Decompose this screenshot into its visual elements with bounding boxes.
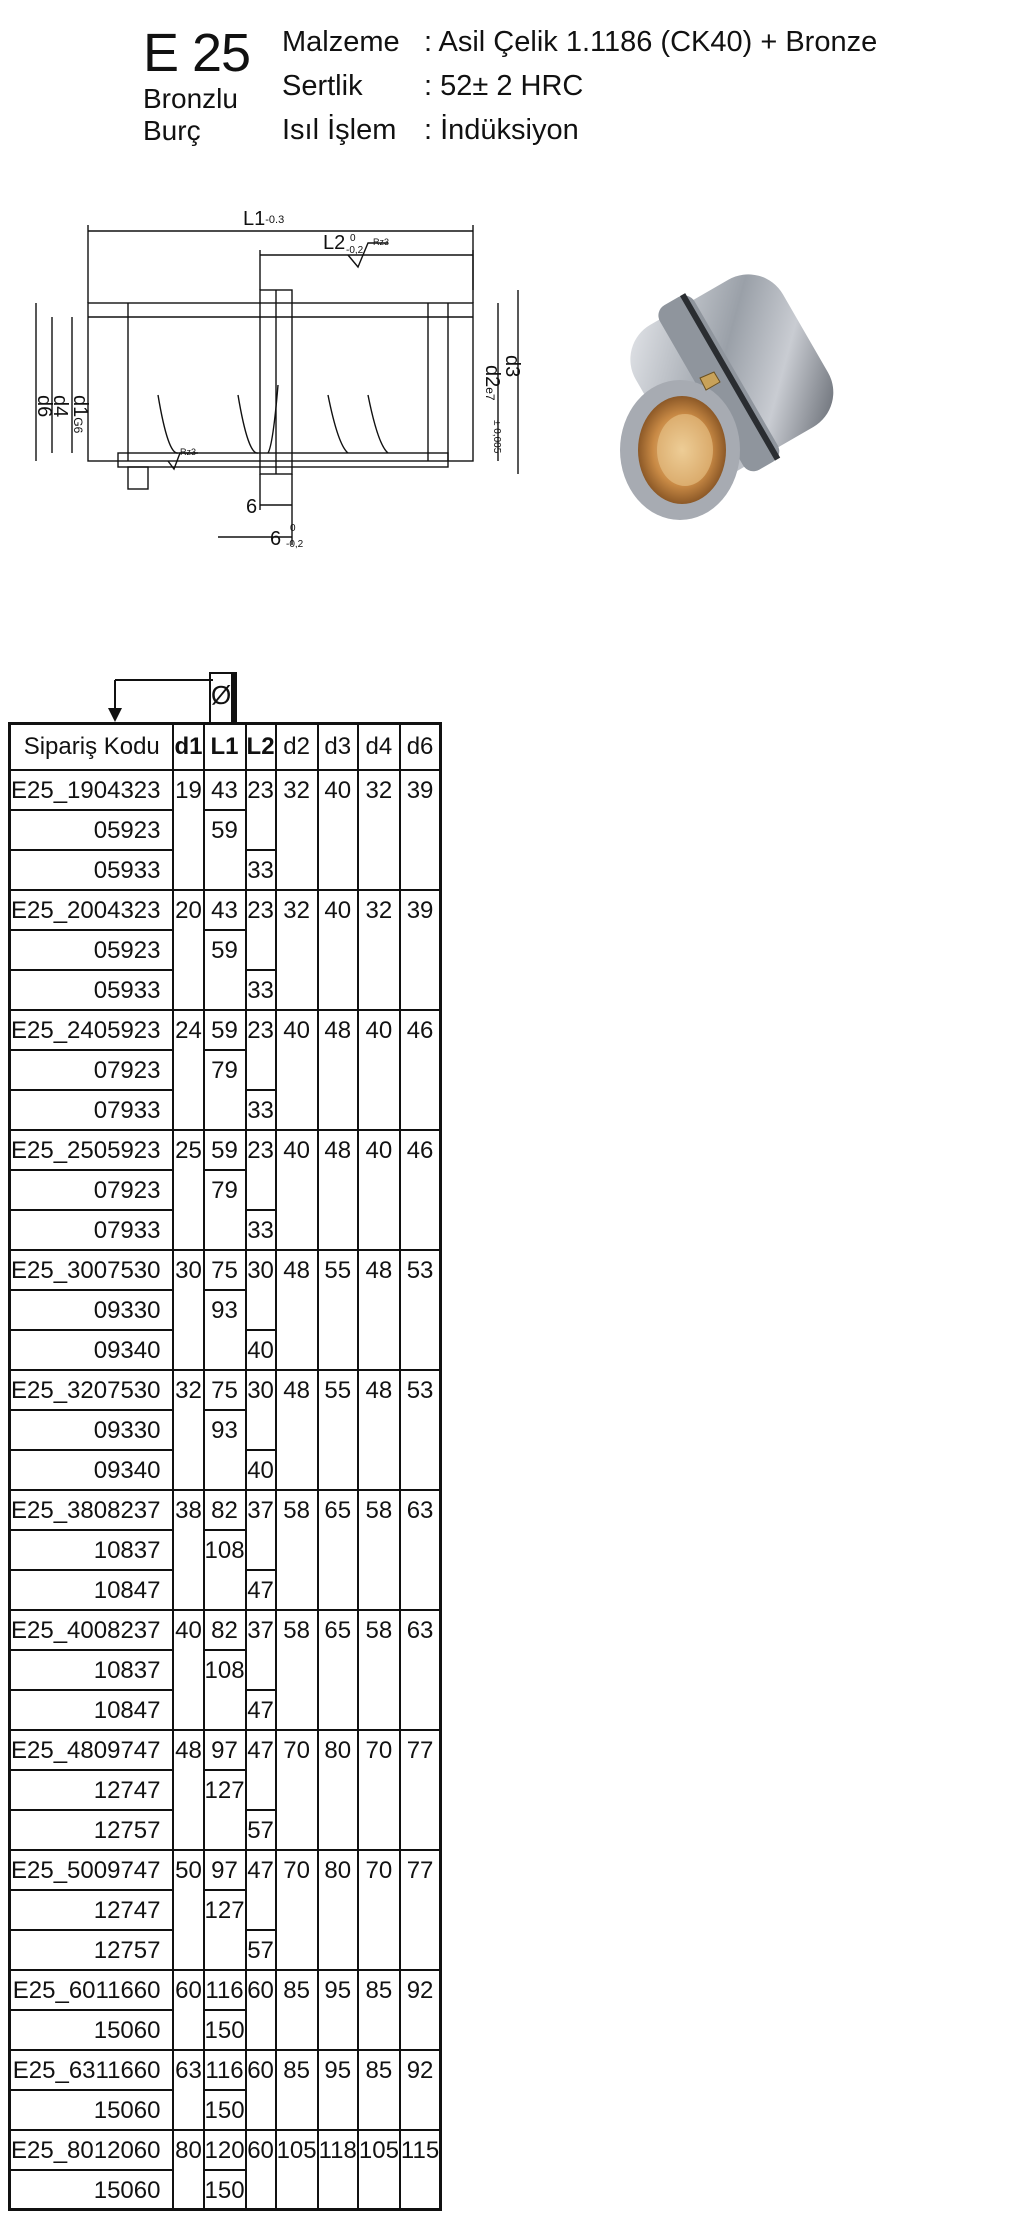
col-header-d4: d4 [358,724,400,770]
d6-cell: 46 [400,1130,441,1250]
l2-cell: 40 [246,1330,276,1370]
product-subtitle-line1: Bronzlu [143,83,238,114]
l2-cell: 60 [246,1970,276,2010]
col-header-order-code: Sipariş Kodu [10,724,174,770]
l2-cell: 60 [246,2130,276,2170]
l1-cell: 59 [204,810,246,850]
l1-cell: 82 [204,1610,246,1650]
l1-cell: 75 [204,1250,246,1290]
l2-cell: 23 [246,770,276,810]
l1-cell: 116 [204,2050,246,2090]
col-header-d3: d3 [318,724,358,770]
order-code-cell: 10847 [10,1690,174,1730]
l1-cell: 93 [204,1410,246,1450]
l1-cell: 43 [204,770,246,810]
order-code-cell: 10847 [10,1570,174,1610]
d4-cell: 105 [358,2130,400,2210]
l2-cell [246,1170,276,1210]
d2-cell: 70 [276,1850,318,1970]
l1-cell [204,1210,246,1250]
d1-cell: 48 [173,1730,203,1850]
d2-cell: 32 [276,890,318,1010]
col-header-d1: d1 [173,724,203,770]
d1-cell: 32 [173,1370,203,1490]
l1-cell: 59 [204,930,246,970]
d6-cell: 77 [400,1730,441,1850]
l2-cell [246,1050,276,1090]
order-code-cell: E25_5009747 [10,1850,174,1890]
d3-cell: 40 [318,890,358,1010]
l2-cell: 33 [246,970,276,1010]
d2-cell: 58 [276,1610,318,1730]
order-code-cell: 10837 [10,1530,174,1570]
l2-cell: 23 [246,890,276,930]
l1-cell [204,1450,246,1490]
l1-cell: 127 [204,1770,246,1810]
product-subtitle-line2: Burç [143,115,201,146]
l2-cell: 40 [246,1450,276,1490]
l1-cell: 59 [204,1010,246,1050]
table-row [10,770,441,810]
d3-cell: 118 [318,2130,358,2210]
order-code-cell: E25_1904323 [10,770,174,810]
d1-cell: 30 [173,1250,203,1370]
l2-cell: 37 [246,1610,276,1650]
d4-cell: 48 [358,1250,400,1370]
order-code-cell: E25_3007530 [10,1250,174,1290]
d3-cell: 95 [318,2050,358,2130]
d2-cell: 48 [276,1250,318,1370]
dim-d2: d2e7 [481,365,503,401]
d3-cell: 55 [318,1370,358,1490]
bushing-photo [590,250,890,550]
d2-cell: 32 [276,770,318,890]
l1-cell [204,1330,246,1370]
l1-cell: 82 [204,1490,246,1530]
d4-cell: 70 [358,1730,400,1850]
l2-cell: 57 [246,1930,276,1970]
order-code-cell: 05933 [10,970,174,1010]
table-row [10,1610,441,1650]
order-code-cell: 05923 [10,810,174,850]
l1-cell: 79 [204,1170,246,1210]
dim-l2-tol-bot: -0,2 [346,245,364,256]
order-code-cell: E25_2505923 [10,1130,174,1170]
order-code-cell: 12757 [10,1810,174,1850]
d3-cell: 80 [318,1850,358,1970]
order-code-cell: 12747 [10,1890,174,1930]
d4-cell: 40 [358,1130,400,1250]
l1-cell [204,1090,246,1130]
d2-cell: 70 [276,1730,318,1850]
dim-six-b-tol-bot: -0,2 [286,539,304,550]
d3-cell: 48 [318,1130,358,1250]
l2-cell: 33 [246,1090,276,1130]
col-header-l2: L2 [246,724,276,770]
d2-cell: 85 [276,1970,318,2050]
col-header-d6: d6 [400,724,441,770]
d4-cell: 70 [358,1850,400,1970]
l2-cell [246,1770,276,1810]
l2-cell [246,2010,276,2050]
order-code-cell: 12747 [10,1770,174,1810]
l1-cell: 43 [204,890,246,930]
l2-cell: 23 [246,1010,276,1050]
d1-cell: 50 [173,1850,203,1970]
d2-cell: 58 [276,1490,318,1610]
l2-cell: 47 [246,1850,276,1890]
table-row [10,1490,441,1530]
d1-cell: 63 [173,2050,203,2130]
order-code-cell: E25_2405923 [10,1010,174,1050]
spec-label: Sertlik [282,70,363,102]
roughness-top: Rz3 [373,237,390,247]
d1-cell: 40 [173,1610,203,1730]
l1-cell: 97 [204,1850,246,1890]
dim-d3-tol: ± 0,005 [491,420,502,454]
spec-value: : Asil Çelik 1.1186 (CK40) + Bronze [424,26,878,58]
top-cell-empty [234,673,236,723]
d6-cell: 46 [400,1010,441,1130]
d3-cell: 65 [318,1490,358,1610]
dim-six-b: 6 [270,528,282,550]
d6-cell: 39 [400,890,441,1010]
l2-cell: 23 [246,1130,276,1170]
d6-cell: 115 [400,2130,441,2210]
order-code-cell: 05933 [10,850,174,890]
order-code-cell: 09330 [10,1290,174,1330]
order-code-cell: 07933 [10,1210,174,1250]
d2-cell: 48 [276,1370,318,1490]
d1-cell: 38 [173,1490,203,1610]
d3-cell: 55 [318,1250,358,1370]
order-code-cell: 12757 [10,1930,174,1970]
l1-cell: 150 [204,2010,246,2050]
table-row [10,2130,441,2170]
l2-cell: 57 [246,1810,276,1850]
d1-cell: 19 [173,770,203,890]
order-code-cell: E25_3808237 [10,1490,174,1530]
l2-cell: 47 [246,1570,276,1610]
d1-cell: 60 [173,1970,203,2050]
d2-cell: 85 [276,2050,318,2130]
l1-cell [204,1570,246,1610]
l1-cell: 127 [204,1890,246,1930]
l2-cell: 60 [246,2050,276,2090]
l2-cell [246,1650,276,1690]
order-code-cell: E25_3207530 [10,1370,174,1410]
order-code-cell: E25_4008237 [10,1610,174,1650]
l1-cell: 150 [204,2170,246,2210]
l1-cell: 116 [204,1970,246,2010]
d1-cell: 80 [173,2130,203,2210]
order-code-cell: E25_4809747 [10,1730,174,1770]
d1-cell: 25 [173,1130,203,1250]
table-row [10,1850,441,1890]
l1-cell [204,1930,246,1970]
d4-cell: 85 [358,1970,400,2050]
spec-value: : İndüksiyon [424,114,579,146]
order-code-cell: 09340 [10,1330,174,1370]
order-code-cell: E25_6011660 [10,1970,174,2010]
table-row [10,1370,441,1410]
l2-cell [246,2170,276,2210]
dim-six-b-tol-top: 0 [290,523,296,534]
d6-cell: 39 [400,770,441,890]
d4-cell: 40 [358,1010,400,1130]
l2-cell [246,810,276,850]
l2-cell: 47 [246,1730,276,1770]
spec-heat-treatment [282,116,579,145]
spec-value: : 52± 2 HRC [424,70,584,102]
d3-cell: 65 [318,1610,358,1730]
l1-cell: 75 [204,1370,246,1410]
technical-drawing [28,205,528,555]
l2-cell: 47 [246,1690,276,1730]
order-code-cell: 15060 [10,2170,174,2210]
d6-cell: 92 [400,2050,441,2130]
d3-cell: 80 [318,1730,358,1850]
l1-cell [204,1810,246,1850]
dim-l2-tol-top: 0 [350,233,356,244]
l1-cell: 150 [204,2090,246,2130]
d2-cell: 40 [276,1010,318,1130]
order-code-cell: 07923 [10,1050,174,1090]
order-code-cell: 09340 [10,1450,174,1490]
order-code-cell: 07923 [10,1170,174,1210]
l2-cell: 37 [246,1490,276,1530]
order-code-cell: E25_8012060 [10,2130,174,2170]
spec-label: Isıl İşlem [282,114,397,146]
order-code-cell: 05923 [10,930,174,970]
dim-d3: d3 [501,355,523,378]
dim-d1: d1G6 [69,395,91,434]
d6-cell: 92 [400,1970,441,2050]
d6-cell: 63 [400,1610,441,1730]
table-header-row [10,724,441,770]
l2-cell: 30 [246,1370,276,1410]
l1-cell: 120 [204,2130,246,2170]
order-code-cell: 15060 [10,2090,174,2130]
d2-cell: 105 [276,2130,318,2210]
l1-cell [204,970,246,1010]
col-header-l1: L1 [204,724,246,770]
d3-cell: 95 [318,1970,358,2050]
table-row [10,1730,441,1770]
l2-cell [246,1890,276,1930]
l2-cell: 30 [246,1250,276,1290]
d6-cell: 77 [400,1850,441,1970]
order-code-cell: E25_2004323 [10,890,174,930]
dim-six: 6 [246,496,258,518]
l1-cell: 59 [204,1130,246,1170]
spec-material [282,28,877,57]
order-code-cell: E25_6311660 [10,2050,174,2090]
l1-cell [204,1690,246,1730]
d1-cell: 20 [173,890,203,1010]
l1-cell: 93 [204,1290,246,1330]
order-table [8,722,442,2211]
l2-cell: 33 [246,850,276,890]
d3-cell: 40 [318,770,358,890]
dim-d6: d6 [33,395,55,418]
l1-cell: 97 [204,1730,246,1770]
table-row [10,1970,441,2010]
col-header-d2: d2 [276,724,318,770]
l2-cell [246,1290,276,1330]
dim-l1: L1-0.3 [243,208,285,230]
product-code: E 25 [143,23,251,83]
d6-cell: 53 [400,1250,441,1370]
dim-d4: d4 [49,395,71,418]
d4-cell: 48 [358,1370,400,1490]
table-row [10,1250,441,1290]
d2-cell: 40 [276,1130,318,1250]
table-top-cells [209,672,237,723]
order-code-cell: 15060 [10,2010,174,2050]
table-row [10,1130,441,1170]
spec-label: Malzeme [282,26,400,58]
d4-cell: 58 [358,1490,400,1610]
l1-cell [204,850,246,890]
dim-l2: L2 [323,232,346,254]
table-row [10,890,441,930]
l2-cell [246,2090,276,2130]
d4-cell: 32 [358,890,400,1010]
l2-cell: 33 [246,1210,276,1250]
table-row [10,1010,441,1050]
order-code-cell: 10837 [10,1650,174,1690]
order-code-cell: 09330 [10,1410,174,1450]
d4-cell: 32 [358,770,400,890]
table-row [10,2050,441,2090]
l2-cell [246,1530,276,1570]
d6-cell: 63 [400,1490,441,1610]
d6-cell: 53 [400,1370,441,1490]
spec-hardness [282,72,583,101]
roughness-bottom: Rz3 [180,447,197,457]
d4-cell: 58 [358,1610,400,1730]
l1-cell: 108 [204,1530,246,1570]
diameter-symbol: Ø [210,673,232,723]
l1-cell: 79 [204,1050,246,1090]
arrow-indicator [8,672,218,722]
l2-cell [246,930,276,970]
d4-cell: 85 [358,2050,400,2130]
d1-cell: 24 [173,1010,203,1130]
d3-cell: 48 [318,1010,358,1130]
l2-cell [246,1410,276,1450]
order-code-cell: 07933 [10,1090,174,1130]
l1-cell: 108 [204,1650,246,1690]
